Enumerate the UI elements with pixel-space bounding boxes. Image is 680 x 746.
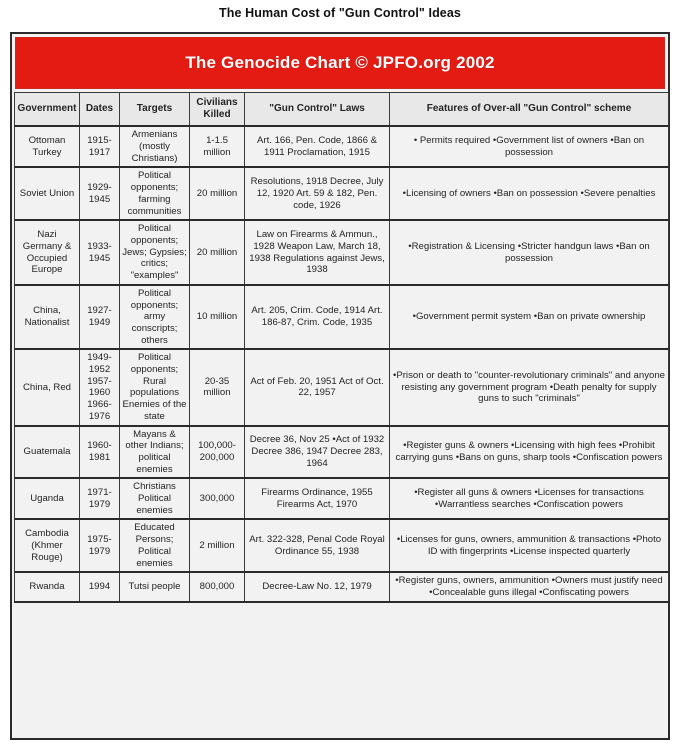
- cell-dates: 1960-1981: [80, 426, 120, 479]
- cell-government: Rwanda: [15, 572, 80, 601]
- table-row: [15, 167, 669, 220]
- table-body: [15, 126, 669, 601]
- cell-targets: Political opponents; Jews; Gypsies; critics; "examples": [120, 220, 190, 285]
- genocide-table: [14, 92, 669, 603]
- cell-features: •Register guns, owners, ammunition •Owners must justify need •Concealable guns illegal •Confiscating powers: [390, 572, 669, 601]
- table-row: [15, 519, 669, 572]
- cell-government: Cambodia (Khmer Rouge): [15, 519, 80, 572]
- cell-dates: 1927-1949: [80, 285, 120, 350]
- cell-dates: 1929-1945: [80, 167, 120, 220]
- chart-banner-title: The Genocide Chart © JPFO.org 2002: [185, 53, 495, 72]
- cell-gun-control-laws: Resolutions, 1918 Decree, July 12, 1920 Art. 59 & 182, Pen. code, 1926: [245, 167, 390, 220]
- chart-banner: [15, 37, 665, 89]
- cell-gun-control-laws: Law on Firearms & Ammun., 1928 Weapon Law, March 18, 1938 Regulations against Jews, 1938: [245, 220, 390, 285]
- cell-civilians-killed: 2 million: [190, 519, 245, 572]
- cell-civilians-killed: 1-1.5 million: [190, 126, 245, 167]
- cell-dates: 1949-1952 1957-1960 1966-1976: [80, 349, 120, 425]
- cell-civilians-killed: 300,000: [190, 478, 245, 519]
- column-header-features: Features of Over-all "Gun Control" scheme: [390, 93, 669, 127]
- column-header-civilians-killed: Civilians Killed: [190, 93, 245, 127]
- genocide-chart-frame: [10, 32, 670, 740]
- cell-dates: 1975-1979: [80, 519, 120, 572]
- cell-gun-control-laws: Decree 36, Nov 25 •Act of 1932 Decree 386, 1947 Decree 283, 1964: [245, 426, 390, 479]
- cell-civilians-killed: 20-35 million: [190, 349, 245, 425]
- cell-features: •Register guns & owners •Licensing with high fees •Prohibit carrying guns •Bans on guns, sharp tools •Confiscation powers: [390, 426, 669, 479]
- table-row: [15, 478, 669, 519]
- cell-civilians-killed: 100,000-200,000: [190, 426, 245, 479]
- cell-civilians-killed: 800,000: [190, 572, 245, 601]
- table-header-row: [15, 93, 669, 127]
- cell-features: •Register all guns & owners •Licenses for transactions •Warrantless searches •Confiscation powers: [390, 478, 669, 519]
- cell-targets: Armenians (mostly Christians): [120, 126, 190, 167]
- table-row: [15, 426, 669, 479]
- table-row: [15, 285, 669, 350]
- cell-government: Soviet Union: [15, 167, 80, 220]
- cell-government: Guatemala: [15, 426, 80, 479]
- cell-gun-control-laws: Firearms Ordinance, 1955 Firearms Act, 1970: [245, 478, 390, 519]
- table-row: [15, 572, 669, 601]
- cell-features: •Licensing of owners •Ban on possession •Severe penalties: [390, 167, 669, 220]
- cell-dates: 1933-1945: [80, 220, 120, 285]
- cell-gun-control-laws: Art. 166, Pen. Code, 1866 & 1911 Proclamation, 1915: [245, 126, 390, 167]
- cell-targets: Tutsi people: [120, 572, 190, 601]
- cell-government: Ottoman Turkey: [15, 126, 80, 167]
- cell-targets: Political opponents; farming communities: [120, 167, 190, 220]
- column-header-targets: Targets: [120, 93, 190, 127]
- cell-targets: Political opponents; army conscripts; others: [120, 285, 190, 350]
- cell-gun-control-laws: Decree-Law No. 12, 1979: [245, 572, 390, 601]
- cell-targets: Mayans & other Indians; political enemies: [120, 426, 190, 479]
- cell-civilians-killed: 20 million: [190, 167, 245, 220]
- cell-features: •Registration & Licensing •Stricter handgun laws •Ban on possession: [390, 220, 669, 285]
- cell-gun-control-laws: Act of Feb. 20, 1951 Act of Oct. 22, 1957: [245, 349, 390, 425]
- column-header-gun-control-laws: "Gun Control" Laws: [245, 93, 390, 127]
- table-row: [15, 349, 669, 425]
- cell-features: •Prison or death to "counter-revolutionary criminals" and anyone resisting any government program •Death penalty for supply guns to such "criminals": [390, 349, 669, 425]
- page-title: The Human Cost of "Gun Control" Ideas: [219, 6, 461, 20]
- cell-civilians-killed: 20 million: [190, 220, 245, 285]
- cell-dates: 1994: [80, 572, 120, 601]
- column-header-dates: Dates: [80, 93, 120, 127]
- cell-features: •Licenses for guns, owners, ammunition & transactions •Photo ID with fingerprints •License inspected quarterly: [390, 519, 669, 572]
- cell-government: Nazi Germany & Occupied Europe: [15, 220, 80, 285]
- cell-dates: 1971-1979: [80, 478, 120, 519]
- cell-government: China, Nationalist: [15, 285, 80, 350]
- cell-civilians-killed: 10 million: [190, 285, 245, 350]
- cell-features: • Permits required •Government list of owners •Ban on possession: [390, 126, 669, 167]
- table-row: [15, 220, 669, 285]
- cell-targets: Christians Political enemies: [120, 478, 190, 519]
- table-row: [15, 126, 669, 167]
- cell-gun-control-laws: Art. 322-328, Penal Code Royal Ordinance 55, 1938: [245, 519, 390, 572]
- cell-targets: Political opponents; Rural populations Enemies of the state: [120, 349, 190, 425]
- cell-dates: 1915-1917: [80, 126, 120, 167]
- cell-features: •Government permit system •Ban on private ownership: [390, 285, 669, 350]
- cell-gun-control-laws: Art. 205, Crim. Code, 1914 Art. 186-87, Crim. Code, 1935: [245, 285, 390, 350]
- column-header-government: Government: [15, 93, 80, 127]
- cell-government: Uganda: [15, 478, 80, 519]
- cell-targets: Educated Persons; Political enemies: [120, 519, 190, 572]
- cell-government: China, Red: [15, 349, 80, 425]
